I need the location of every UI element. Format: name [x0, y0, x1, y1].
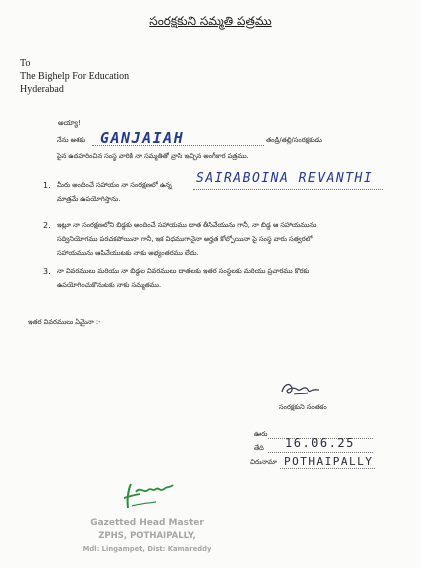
guardian-signature — [278, 378, 322, 400]
guardian-signature-label: సంరక్షకుని సంతకం — [279, 403, 327, 411]
point-3-line2: ఉపయోగించుకొనుటకు నాకు సమ్మతము. — [57, 281, 162, 289]
point-1-number: 1. — [43, 181, 51, 190]
intro-suffix: తండ్రి/తల్లి/సంరక్షకుడు — [266, 136, 322, 144]
salutation: అయ్యా! — [58, 119, 81, 127]
stamp-location: Mdl: Lingampet, Dist: Kamareddy — [82, 545, 212, 553]
stamp-title: Gazetted Head Master — [90, 518, 204, 528]
point-2-line1: ఇట్లూ నా సంరక్షణలోని బిడ్డకు అందించే సహాయము దాత తీసివేయును గానీ, నా బిడ్డ ఆ సహాయమును — [57, 221, 317, 229]
address-to: To — [20, 58, 31, 69]
point-1-line2: మాత్రమే ఉపయోగిస్తాను. — [57, 195, 121, 203]
intro-prefix: నేను ఆశకు — [57, 136, 86, 144]
point-2-line3: సహాయమును ఆపివేయుటకు నాకు అభ్యంతరము లేదు. — [57, 249, 199, 257]
point-2-number: 2. — [43, 221, 51, 230]
student-name: SAIRABOINA REVANTHI — [196, 171, 374, 186]
date-label: తేది — [254, 444, 264, 452]
point-1-line1: మీరు అందించే సహాయం నా సంరక్షణలో ఉన్న — [57, 181, 172, 189]
point-3-number: 3. — [43, 267, 51, 276]
intro-line2: పైన ఉదహరించిన సంస్థ వారికి నా సమ్మతితో వ్రాసి ఇచ్చిన అంగీకార పత్రము. — [57, 152, 249, 160]
guardian-name: GANJAIAH — [100, 129, 185, 147]
address-label: చిరునామా — [250, 458, 277, 466]
student-name-line — [193, 189, 383, 190]
place-label: ఊరు — [254, 430, 268, 438]
address-line — [280, 468, 375, 469]
point-3-line1: నా వివరములు మరియు నా బిడ్డల వివరములు దాతలకు ఇతర సంస్థలకు మరియు ప్రచారము కొరకు — [57, 267, 310, 275]
point-2-line2: సద్వినియోగము పరచకపోయినా గానీ, ఇక విధముగానైనా అర్హత కోల్పోయినా పై సంస్థ వారు సత్వరలో — [57, 235, 313, 243]
stamp-school: ZPHS, POTHAIPALLY, — [98, 531, 196, 541]
address-value: POTHAIPALLY — [284, 455, 374, 468]
date-value: 16.06.25 — [285, 436, 355, 450]
address-city: Hyderabad — [20, 84, 64, 95]
date-line — [268, 452, 373, 453]
form-title: సంరక్షకుని సమ్మతి పత్రము — [149, 14, 272, 28]
other-details-label: ఇతర వివరములు ఏమైనా :- — [28, 318, 101, 326]
address-org: The Bighelp For Education — [20, 71, 130, 82]
head-master-signature — [118, 476, 180, 514]
